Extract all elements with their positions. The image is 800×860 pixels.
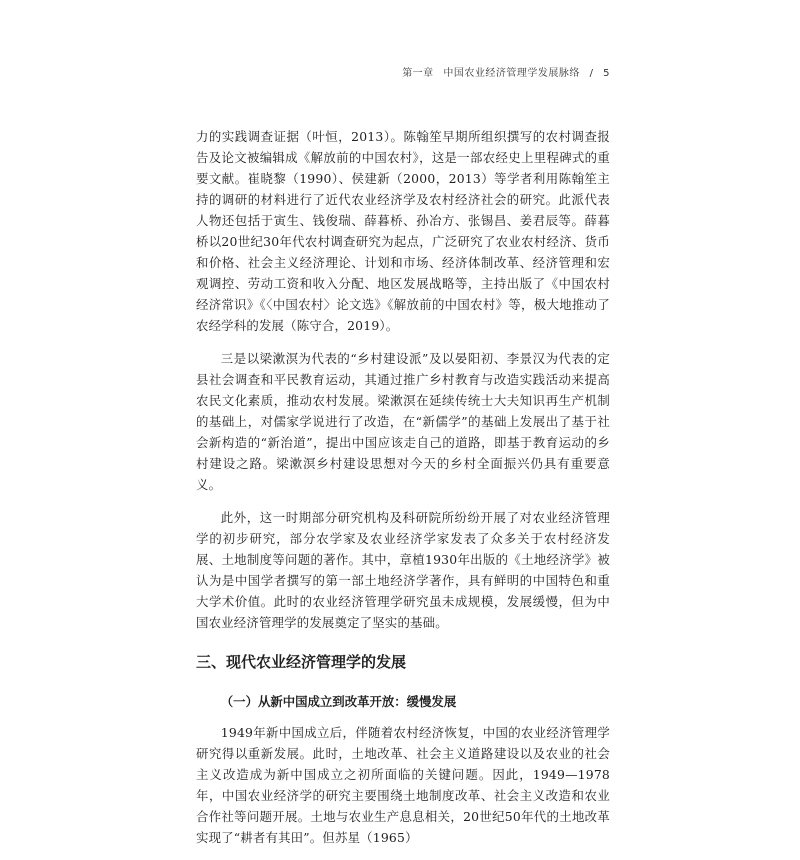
chapter-title: 中国农业经济管理学发展脉络 (443, 68, 580, 79)
paragraph-rural-reconstruction: 三是以梁漱溟为代表的“乡村建设派”及以晏阳初、李景汉为代表的定县社会调查和平民教育运动，其通过推广乡村教育与改造实践活动来提高农民文化素质，推动农村发展。梁漱溟在延续传统士大夫知识再生产机制的基础上，对儒家学说进行了改造，在“新儒学”的基础上发展出了基于社会新构造的“新治道”，提出中国应该走自己的道路，即基于教育运动的乡村建设之路。梁漱溟乡村建设思想对今天的乡村全面振兴仍具有重要意义。 (196, 351, 610, 492)
paragraph-post-1949: 1949年新中国成立后，伴随着农村经济恢复，中国的农业经济管理学研究得以重新发展。此时，土地改革、社会主义道路建设以及农业的社会主义改造成为新中国成立之初所面临的关键问题。因此，1949—1978年，中国农业经济学的研究主要围绕土地制度改革、社会主义改造和农业合作社等问题开展。土地与农业生产息息相关，20世纪50年代的土地改革实现了“耕者有其田”。但苏星（1965） (196, 725, 610, 845)
page-body (196, 126, 610, 860)
sub-heading: （一）从新中国成立到改革开放：缓慢发展 (220, 694, 457, 709)
paragraph-early-research: 此外，这一时期部分研究机构及科研院所纷纷开展了对农业经济管理学的初步研究，部分农学家及农业经济学家发表了众多关于农村经济发展、土地制度等问题的著作。其中，章植1930年出版的《土地经济学》被认为是中国学者撰写的第一部土地经济学著作，具有鲜明的中国特色和重大学术价值。此时的农业经济管理学研究虽未成规模，发展缓慢，但为中国农业经济管理学的发展奠定了坚实的基础。 (196, 510, 610, 630)
header-separator: / (589, 68, 594, 79)
paragraph-continuation: 力的实践调查证据（叶恒，2013）。陈翰笙早期所组织撰写的农村调查报告及论文被编辑成《解放前的中国农村》，这是一部农经史上里程碑式的重要文献。崔晓黎（1990）、侯建新（2000，2013）等学者利用陈翰笙主持的调研的材料进行了近代农业经济学及农村经济社会的研究。此派代表人物还包括于寅生、钱俊瑞、薛暮桥、孙冶方、张锡昌、姜君辰等。薛暮桥以20世纪30年代农村调查研究为起点，广泛研究了农业农村经济、货币和价格、社会主义经济理论、计划和市场、经济体制改革、经济管理和宏观调控、劳动工资和收入分配、地区发展战略等，主持出版了《中国农村经济常识》《〈中国农村〉论文选》《解放前的中国农村》等，极大地推动了农经学科的发展（陈守合，2019）。 (196, 129, 610, 333)
page-number: 5 (603, 68, 610, 79)
running-header (190, 64, 610, 79)
section-heading: 三、现代农业经济管理学的发展 (196, 653, 407, 671)
chapter-label: 第一章 (402, 68, 434, 79)
